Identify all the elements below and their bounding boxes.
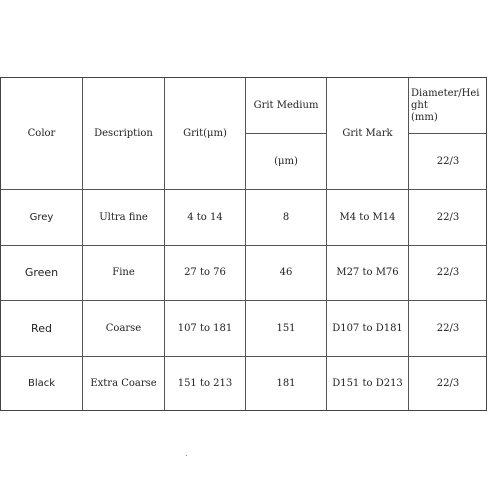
row-black-color: Black [27,378,56,389]
header-diameter-height [409,78,487,133]
row-red-diameter-height: 22/3 [436,322,460,334]
row-grey-color: Grey [29,211,54,223]
row-grey-grit-medium: 8 [282,211,290,223]
row-black-grit: 151 to 213 [177,378,233,389]
row-red-grit: 107 to 181 [177,322,233,334]
row-grey-grit-mark: M4 to M14 [339,211,396,223]
row-black-grit-mark: D151 to D213 [332,378,403,389]
spec-table [0,77,487,411]
row-grey-grit: 4 to 14 [187,211,223,223]
row-green-grit-medium: 46 [279,267,293,278]
row-green-color: Green [24,266,59,279]
row-black-grit-medium: 181 [276,378,296,389]
header-diameter-height-unit: (mm) [411,112,438,123]
header-diameter-height-value: 22/3 [436,155,460,167]
header-diameter-height-label: Diameter/Height [411,88,480,111]
header-grit-mark: Grit Mark [342,127,393,139]
row-grey-diameter-height: 22/3 [436,211,460,223]
row-green-grit: 27 to 76 [184,267,226,278]
row-red-description: Coarse [105,322,142,334]
row-green-grit-mark: M27 to M76 [336,267,399,278]
header-grit: Grit(μm) [183,127,227,139]
row-red-grit-mark: D107 to D181 [332,322,403,334]
row-green-description: Fine [112,267,135,278]
row-black-description: Extra Coarse [90,378,157,389]
header-grit-medium-unit: (μm) [274,155,298,167]
row-grey-description: Ultra fine [99,211,148,223]
header-color: Color [27,127,56,139]
stray-dot [186,455,187,456]
row-green-diameter-height: 22/3 [436,267,460,278]
row-red-grit-medium: 151 [276,322,296,334]
header-grit-medium: Grit Medium [253,99,319,111]
row-red-color: Red [31,321,52,335]
header-description: Description [94,127,153,139]
row-black-diameter-height: 22/3 [436,378,460,389]
